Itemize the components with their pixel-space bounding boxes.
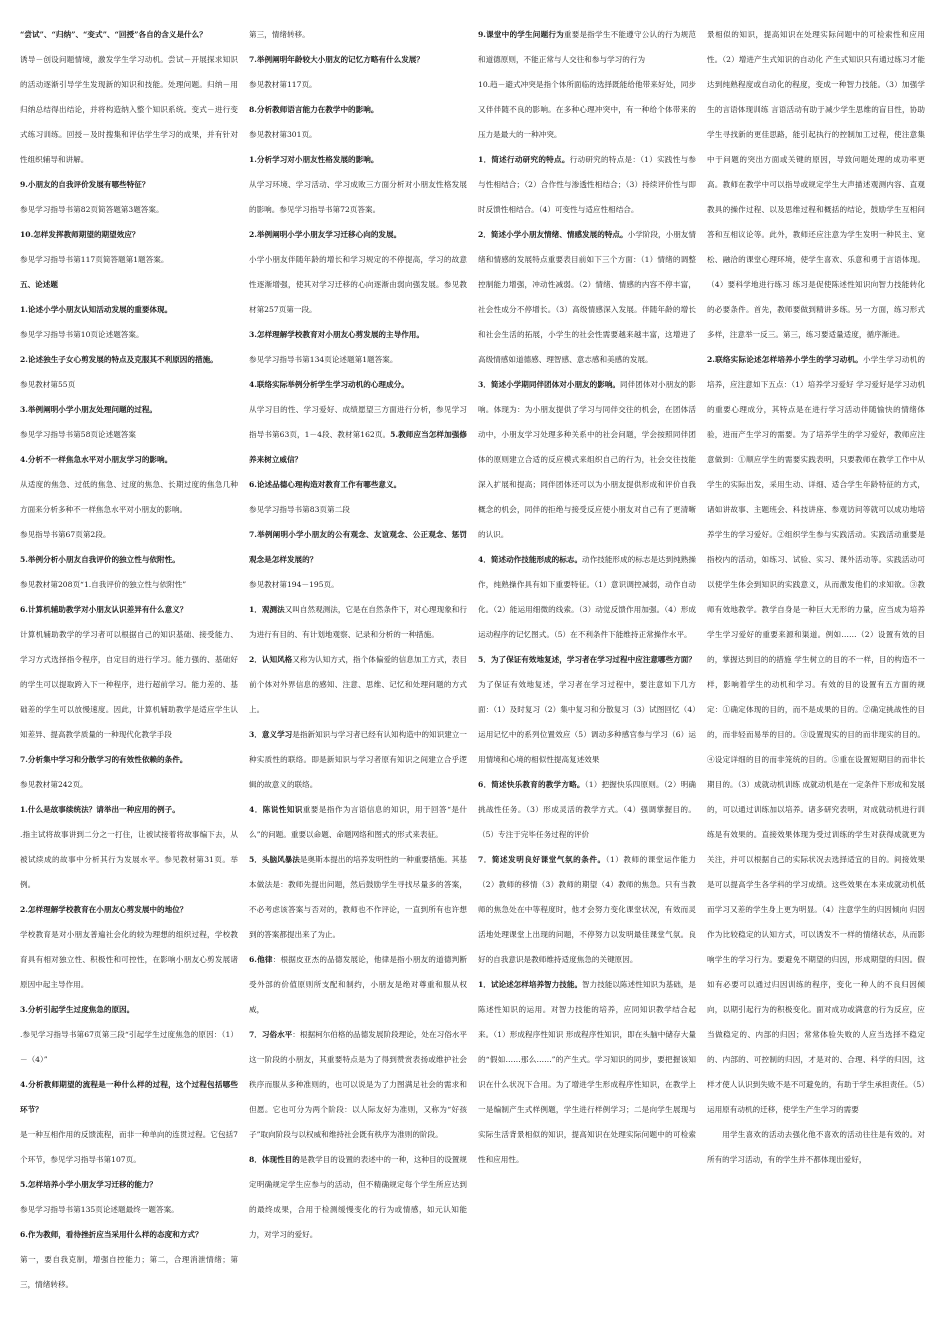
paragraph: .指主试将故事讲到二分之一打住，让被试接着将故事编下去，从被试续成的故事中分析其行为发展水平。参见教材第31页。举例。	[20, 830, 238, 889]
paragraph: 10.趋－避式冲突是指个体所面临的选择既能给他带来好处，同步又伴伴随不良的影响。在多种心理冲突中，有一种给个体带来的压力是最大的一种冲突。	[478, 80, 696, 139]
paragraph: 景相似的知识，提高知识在处理实际问题中的可检索性和应用性。（2）增进产生式知识的自动化 产生式知识只有通过练习才能达到纯熟程度或自动化的程度，变成一种智力技能。（3）加强学生的言语体现训练 言语活动有助于减少学生思维的盲目性，协助学生寻找新的更佳思路，能引起执行的控制加工过程，使注意集中于问题的突出方面或关键的原因，导致问题处理的成功率更高。教师在教学中可以指导或规定学生大声描述观测内容、直观教具的操作过程、以及思维过程和概括的结论，鼓励学生互相问答和互相议论等。此外，教师还应注意为学生发明一种民主、宽松、融洽的课堂心理环境，使学生喜欢、乐意和勇于言语体现。（4）要科学地进行练习 练习是促使陈述性知识向智力技能转化的必要条件。首先，教师要做到精讲多练。另一方面，练习形式多样，注意举一反三。第三，练习要适量适度，循序渐进。	[707, 30, 925, 339]
question-heading: 1.什么是故事续统法？请举出一种应用的例子。	[20, 805, 180, 814]
paragraph: 参见学习指导书第135页论述题最终一题答案。	[20, 1205, 179, 1214]
question-heading: 9.小朋友的自我评价发展有哪些特征？	[20, 180, 150, 189]
question-heading: “尝试”、“归纳”、“变式”、“回授”各自的含义是什么？	[20, 30, 207, 39]
paragraph: 7．简述发明良好课堂气氛的条件。（1）教师的课堂运作能力（2）教师的移情（3）教师的期望（4）教师的焦急。只有当教师的焦急处在中等程度时，他才会努力变化课堂状况，有效而灵活地处理课堂上出现的问题，不停努力以发明最佳课堂气氛。良好的自我意识是教师维持适度焦急的关键原因。	[478, 855, 696, 964]
question-heading: 7.举例阐明年龄较大小朋友的记忆方略有什么发展？	[249, 55, 424, 64]
paragraph: 参见学习指导书第58页论述题答案	[20, 430, 136, 439]
paragraph: 2.联络实际论述怎样培养小学生的学习动机。小学生学习动机的培养，应注意如下五点：（1）培养学习爱好 学习爱好是学习动机的重要心理成分，其特点是在进行学习活动伴随愉快的情绪体验，进而产生学习的需要。为了培养学生的学习爱好，教师应注意做到：①顺应学生的需要实践表明，只要教师在教学工作中从学生的实际出发，采用生动、详细、适合学生年龄特征的方式，诸如讲故事、主题班会、科技讲座、参观访问等就可以成功地培养学生的学习爱好。②组织学生参与实践活动。实践活动重要是指校内的活动，如练习、试验、实习、课外活动等。实践活动可以使学生体会到知识的实践意义，从而激发他们的求知欲。③教师有效地教学。教学自身是一种巨大无形的力量，应当成为培养学生学习爱好的重要来源和渠道。例如……（2）设置有效的目的，掌握达到目的的措施 学生树立的目的不一样，目的构造不一样，影响着学生的动机和学习。有效的目的设置有五方面的规定：①确定体现的目的，而不是成果的目的。②确定挑战性的目的，而非轻而易举的目的。③设置现实的目的而非现实的目的。④设定详细的目的而非笼统的目的。⑤重在设置短期目的而非长期目的。（3）成就动机训练 成就动机是在一定条件下形成和发展的，可以通过训练加以培养。诸多研究表明，对成就动机进行训练是有效果的。直接效果体现为受过训练的学生对获得成就更为关注，并可以根据自己的实际状况去选择适宜的目的。间接效果是可以提高学生各学科的学习成绩。这些效果在本来成就动机低而学习又差的学生身上更为明显。（4）注意学生的归因倾向 归因作为比较稳定的认知方式，可以诱发不一样的情绪状态，从而影响学生的学习行为。要避免不期望的归因，形成期望的归因。假如有必要可以通过归因训练的程序，变化一种人的不良归因倾向，以期引起行为的积极变化。面对成功或满意的行为反应，应当做稳定的、内部的归因；常常体验失败的人应当选择不稳定的、内部的、可控制的归因，才是对的、合理、科学的归因，这样才使人认识到失败不是不可避免的，有助于学生承担责任。（5）运用原有动机的迁移，使学生产生学习的需要	[707, 355, 925, 1114]
paragraph: 第一，要自我克制，增强自控能力；第二，合理消泄情绪；第三，情绪转移。	[20, 1255, 238, 1289]
text-column-4	[707, 22, 925, 1342]
question-heading: 2.怎样理解学校教育在小朋友心剪发展中的地位？	[20, 905, 188, 914]
paragraph: 第三，情绪转移。	[249, 30, 310, 39]
paragraph: 1．观测法又叫自然观测法，它是在自然条件下，对心理现象和行为进行有目的、有计划地观察、记录和分析的一种措施。	[249, 605, 467, 639]
paragraph: 参见学习指导书第117页简答题第1题答案。	[20, 255, 169, 264]
paragraph: 用学生喜欢的活动去强化他不喜欢的活动往往是有效的。对所有的学习活动，有的学生并不都体现出爱好，	[707, 1130, 925, 1164]
paragraph: 1．简述行动研究的特点。行动研究的特点是：（1）实践性与参与性相结合；（2）合作性与渗透性相结合；（3）持续评价性与即时反馈性相结合。（4）可变性与适应性相结合。	[478, 155, 696, 214]
paragraph: 5．为了保证有效地复述，学习者在学习过程中应注意哪些方面？为了保证有效地复述，学习者在学习过程中，要注意如下几方面：（1）及时复习（2）集中复习和分散复习（3）试图回忆（4）运用记忆中的系列位置效应（5）调动多种感官参与学习（6）运用情境和心境的相似性提高复述效果	[478, 655, 696, 764]
paragraph: 参见学习指导书第134页论述题第1题答案。	[249, 355, 398, 364]
question-heading: 2.论述独生子女心剪发展的特点及克服其不利原因的措施。	[20, 355, 218, 364]
paragraph: 4．陈说性知识重要是指作为言语信息的知识，用于回答“是什么”的问题。重要以命题、命题网络和图式的形式来表征。	[249, 805, 467, 839]
paragraph: 参见教材第194－195页。	[249, 580, 339, 589]
paragraph: 7．习俗水平：根据柯尔伯格的品德发展阶段理论，处在习俗水平这一阶段的小朋友，其重要特点是为了得到赞赏表扬或维护社会秩序而服从多种准则的，也可以说是为了力图满足社会的需求和但愿。它也可分为两个阶段：以人际友好为准则，又称为“好孩子”取向阶段与以权威和维持社会既有秩序为准则的阶段。	[249, 1030, 467, 1139]
question-heading: 1.分析学习对小朋友性格发展的影响。	[249, 155, 379, 164]
question-heading: 3.举例阐明小学小朋友处理问题的过程。	[20, 405, 158, 414]
paragraph: 2．认知风格又称为认知方式，指个体偏爱的信息加工方式，表目前个体对外界信息的感知、注意、思维、记忆和处理问题的方式上。	[249, 655, 467, 714]
paragraph: 诱导－创设问题情境，激发学生学习动机。尝试－开展探求知识的活动逐渐引导学生发现新的知识和技能。处理问题。归纳－用归纳总结得出结论，并将构造纳入整个知识系统。变式－进行变式练习训练。回授－及时搜集和评估学生学习的成果，并有针对性组织辅导和讲解。	[20, 55, 238, 164]
paragraph: 从学习目的性、学习爱好、成绩愿望三方面进行分析，参见学习指导书第63页，1－4段、教材第162页。5.教师应当怎样加强修养来树立威信？	[249, 405, 467, 464]
question-heading: 10.怎样发挥教师期望的期望效应？	[20, 230, 140, 239]
paragraph: 3．意义学习是指新知识与学习者已经有认知构造中的知识建立一种实质性的联络。即是新知识与学习者原有知识之间建立合乎逻辑的故意义的联络。	[249, 730, 467, 789]
paragraph: 参见教材第117页。	[249, 80, 317, 89]
paragraph: 参见教材第208页“1.自我评价的独立性与依附性”	[20, 580, 187, 589]
paragraph: 4．简述动作技能形成的标志。动作技能形成的标志是达到纯熟操作，纯熟操作具有如下重要特征。（1）意识调控减弱，动作自动化。（2）能运用细微的线索。（3）动觉反馈作用加强。（4）形成运动程序的记忆图式。（5）在不利条件下能维持正常操作水平。	[478, 555, 696, 639]
text-column-2	[249, 22, 467, 1342]
question-heading: 3.怎样理解学校教育对小朋友心剪发展的主导作用。	[249, 330, 424, 339]
paragraph: 参见指导书第67页第2段。	[20, 530, 111, 539]
question-heading: 5.举例分析小朋友自我评价的独立性与依附性。	[20, 555, 180, 564]
question-heading: 7.举例阐明小学小朋友的公有观念、友谊观念、公正观念、惩罚观念是怎样发展的？	[249, 530, 467, 564]
question-heading: 7.分析集中学习和分散学习的有效性依赖的条件。	[20, 755, 188, 764]
question-heading: 4.联络实际举例分析学生学习动机的心理成分。	[249, 380, 409, 389]
paragraph: 计算机辅助教学的学习者可以根据自己的知识基础、接受能力、学习方式选择指令程序，自定目的进行学习。能力强的、基础好的学生可以提取跨入下一种程序，进行超前学习。能力差的、基础差的学生可以放慢速度。因此，计算机辅助教学是适应学生认知差异、提高教学质量的一种现代化教学手段	[20, 630, 238, 739]
paragraph: 参见教材第301页。	[249, 130, 317, 139]
paragraph: 8．体现性目的是教学目的设置的表述中的一种，这种目的设置规定明确规定学生应参与的活动，但不精确规定每个学生所应达到的最终成果，合用于检测缓慢变化的行为或情感，如元认知能力，对学习的爱好。	[249, 1155, 467, 1239]
question-heading: 4.分析教师期望的流程是一种什么样的过程，这个过程包括哪些环节？	[20, 1080, 238, 1114]
question-heading: 2.举例阐明小学小朋友学习迁移心向的发展。	[249, 230, 402, 239]
paragraph: 参见学习指导书第10页论述题答案。	[20, 330, 144, 339]
paragraph: 是一种互相作用的反馈流程，而非一种单向的连贯过程。它包括7个环节，参见学习指导书第107页。	[20, 1130, 238, 1164]
paragraph: 2．简述小学小朋友情绪、情感发展的特点。小学阶段，小朋友情绪和情感的发展特点重要表目前如下三个方面：（1）情绪的调整控制能力增强，冲动性减弱。（2）情绪、情感的内容不停丰富，社会性成分不停增长。（3）高级情感深入发展。伴随年龄的增长和社会生活的拓展，小学生的社会性需要越来越丰富，这增进了高级情感如道德感、理智感、意志感和美感的发展。	[478, 230, 696, 364]
text-column-1	[20, 22, 238, 1342]
paragraph: 参见教材第55页	[20, 380, 76, 389]
question-heading: 6.论述品德心理构造对教育工作有哪些意义。	[249, 480, 402, 489]
paragraph: 小学小朋友伴随年龄的增长和学习规定的不停提高，学习的故意性逐渐增强，使其对学习迁移的心向逐渐由弱向强发展。参见教材第257页第一段。	[249, 255, 467, 314]
paragraph: 1．试论述怎样培养智力技能。智力技能以陈述性知识为基础，是陈述性知识的运用。对智力技能的培养，应同知识教学结合起来。（1）形成程序性知识 形成程序性知识，即在头脑中储存大量的“假如……那么……”的产生式。学习知识的同步，要把握该知识在什么状况下合用。为了增进学生形成程序性知识，在教学上一是编制产生式样例题，学生进行样例学习；二是向学生展现与实际生活背景相似的知识，提高知识在处理实际问题中的可检索性和应用性。	[478, 980, 696, 1164]
question-heading: 8.分析教师语言能力在教学中的影响。	[249, 105, 379, 114]
paragraph: 6．简述快乐教育的教学方略。（1）把握快乐四原则。（2）明确挑战性任务。（3）形成灵活的教学方式。（4）强调掌握目的。（5）专注于完毕任务过程的评价	[478, 780, 696, 839]
question-heading: 3.分析引起学生过度焦急的原因。	[20, 1005, 135, 1014]
question-heading: 6.作为教师，看待挫折应当采用什么样的态度和方式？	[20, 1230, 203, 1239]
paragraph: 9.课堂中的学生问题行为重要是指学生不能遵守公认的行为规范和道德原则，不能正常与人交往和参与学习的行为	[478, 30, 696, 64]
paragraph: 5．头脑风暴法是奥斯本提出的培养发明性的一种重要措施。其基本做法是：教师先提出问题，然后鼓励学生寻找尽量多的答案，不必考虑该答案与否对的，教师也不作评论，一直到所有也许想到的答案都提出来了为止。	[249, 855, 467, 939]
paragraph: 参见学习指导书第83页第二段	[249, 505, 350, 514]
question-heading: 5.怎样培养小学小朋友学习迁移的能力？	[20, 1180, 158, 1189]
paragraph: 3．简述小学期同伴团体对小朋友的影响。同伴团体对小朋友的影响。体现为：为小朋友提供了学习与同伴交往的机会，在团体活动中，小朋友学习处理多种关系中的社会问题，学会按照同伴团体的原则建立合适的反应模式来组织自己的行为，社会交往技能深入扩展和提高；同伴团体还可以为小朋友提供形成和评价自我概念的机会，同伴的拒绝与接受反应使小朋友对自己有了更清晰的认识。	[478, 380, 696, 539]
text-column-3	[478, 22, 696, 1342]
question-heading: 4.分析不一样焦急水平对小朋友学习的影响。	[20, 455, 173, 464]
paragraph: 参见学习指导书第82页简答题第3题答案。	[20, 205, 164, 214]
question-heading: 6.计算机辅助教学对小朋友认识差异有什么意义？	[20, 605, 188, 614]
paragraph: 学校教育是对小朋友普遍社会化的较为理想的组织过程，学校教育具有相对独立性、积极性和可控性，在影响小朋友心剪发展诸原因中起主导作用。	[20, 930, 238, 989]
question-heading: 五、论述题	[20, 280, 58, 289]
paragraph: .参见学习指导书第67页第三段“引起学生过度焦急的原因：（1）－（4）”	[20, 1030, 238, 1064]
paragraph: 6.他律：根据皮亚杰的品德发展论，他律是指小朋友的道德判断受外部的价值原则所支配和制约，小朋友是绝对尊重和服从权威，	[249, 955, 467, 1014]
paragraph: 从适度的焦急、过低的焦急、过度的焦急、长期过度的焦急几种方面来分析多种不一样焦急水平对小朋友的影响。	[20, 480, 238, 514]
paragraph: 参见教材第242页。	[20, 780, 88, 789]
paragraph: 从学习环境、学习活动、学习成败三方面分析对小朋友性格发展的影响。参见学习指导书第72页答案。	[249, 180, 467, 214]
question-heading: 1.论述小学小朋友认知活动发展的重要体现。	[20, 305, 173, 314]
